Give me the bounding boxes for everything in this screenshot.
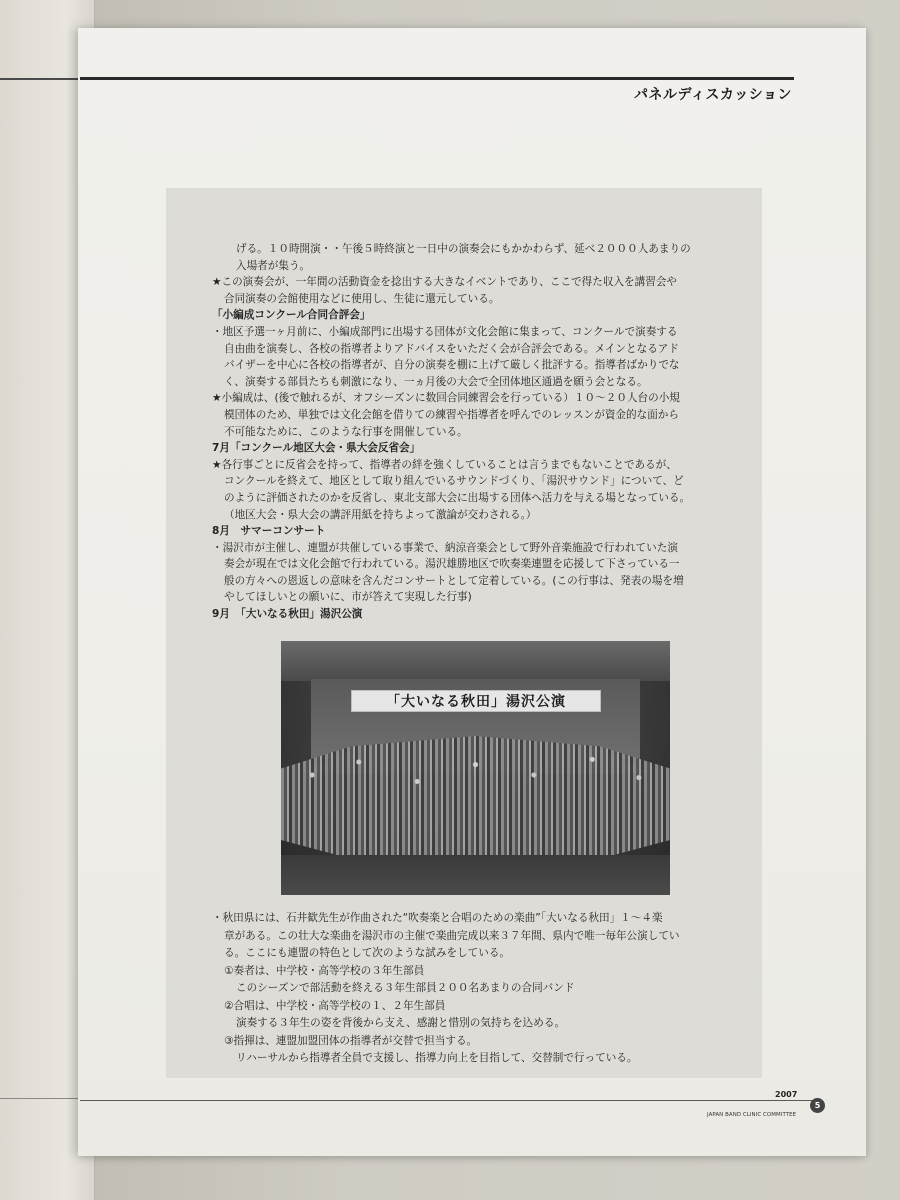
text-line: ・秋田県には、石井歓先生が作曲された“吹奏楽と合唱のための楽曲”「大いなる秋田」１～４楽	[212, 912, 663, 924]
photo-floor	[281, 855, 670, 895]
page-number: 5	[810, 1098, 825, 1113]
text-line: ★小編成は、(後で触れるが、オフシーズンに数回合同練習会を行っている）１０～２０人台の小規	[212, 392, 680, 405]
text-line: 演奏する３年生の姿を背後から支え、感謝と惜別の気持ちを込める。	[236, 1017, 566, 1029]
text-line: 自由曲を演奏し、各校の指導者よりアドバイスをいただく会が合評会である。メインとなるアド	[224, 342, 679, 355]
text-lines-lower	[212, 910, 752, 1068]
article-text-lower	[212, 910, 752, 1068]
text-line: 合同演奏の会館使用などに使用し、生徒に還元している。	[224, 292, 500, 305]
text-line: やしてほしいとの願いに、市が答えて実現した行事)	[224, 591, 472, 604]
footer-organization: JAPAN BAND CLINIC COMMITTEE	[707, 1112, 797, 1118]
photo-banner: 「大いなる秋田」湯沢公演	[351, 690, 601, 712]
text-line: ★この演奏会が、一年間の活動資金を捻出する大きなイベントであり、ここで得た収入を講習会や	[212, 276, 678, 289]
article-text-upper	[212, 241, 752, 623]
text-line: コンクールを終えて、地区として取り組んでいるサウンドづくり、「湯沢サウンド」について、ど	[224, 475, 684, 488]
photo-ceiling	[281, 641, 670, 681]
text-line: 8月 サマーコンサート	[212, 525, 326, 538]
section-title: パネルディスカッション	[634, 87, 792, 103]
text-line: 9月 「大いなる秋田」湯沢公演	[212, 608, 363, 621]
text-line: ②合唱は、中学校・高等学校の１、２年生部員	[224, 999, 446, 1012]
previous-page-footer-rule	[0, 1098, 86, 1099]
text-line: ・湯沢市が主催し、連盟が共催している事業で、納涼音楽会として野外音楽施設で行われていた演	[212, 541, 678, 554]
text-line: ★各行事ごとに反省会を持って、指導者の絆を強くしていることは言うまでもないことであるが、	[212, 458, 677, 471]
photo-band	[281, 736, 670, 866]
text-line: ・地区予選一ヶ月前に、小編成部門に出場する団体が文化会館に集まって、コンクールで演奏する	[212, 325, 678, 338]
text-line: 模団体のため、単独では文化会館を借りての練習や指導者を呼んでのレッスンが資金的な面から	[224, 408, 679, 421]
text-line: る。ここにも連盟の特色として次のような試みをしている。	[224, 947, 511, 959]
text-lines-upper	[212, 241, 752, 623]
footer-year: 2007	[775, 1090, 798, 1099]
text-line: 般の方々への恩返しの意味を含んだコンサートとして定着している。(この行事は、発表の場を増	[224, 574, 684, 587]
text-line: 不可能なために、このような行事を開催している。	[224, 425, 468, 438]
text-line: （地区大会・県大会の講評用紙を持ちよって激論が交わされる。）	[224, 508, 537, 521]
text-line: げる。１０時開演・・午後５時終演と一日中の演奏会にもかかわらず、延べ２０００人あまりの	[236, 243, 691, 255]
text-line: このシーズンで部活動を終える３年生部員２００名あまりの合同バンド	[236, 982, 575, 994]
text-line: 7月「コンクール地区大会・県大会反省会」	[212, 442, 421, 455]
header-rule	[80, 77, 794, 80]
text-line: ③指揮は、連盟加盟団体の指導者が交替で担当する。	[224, 1034, 478, 1047]
text-line: のように評価されたのかを反省し、東北支部大会に出場する団体へ活力を与える場となっている。	[224, 491, 691, 504]
text-line: バイザーを中心に各校の指導者が、自分の演奏を棚に上げて厳しく批評する。指導者ばかりでな	[224, 359, 680, 372]
text-line: く、演奏する部員たちも刺激になり、一ヵ月後の大会で全団体地区通過を願う会となる。	[224, 375, 648, 388]
text-line: 奏会が現在では文化会館で行われている。湯沢雄勝地区で吹奏楽連盟を応援して下さっている一	[224, 558, 680, 571]
text-line: 「小編成コンクール合同合評会」	[212, 309, 371, 322]
text-line: 章がある。この壮大な楽曲を湯沢市の主催で楽曲完成以来３７年間、県内で唯一毎年公演してい	[224, 929, 680, 942]
footer-rule	[80, 1100, 816, 1101]
text-line: 入場者が集う。	[236, 259, 311, 272]
concert-photo	[281, 641, 670, 895]
text-line: ①奏者は、中学校・高等学校の３年生部員	[224, 964, 425, 977]
text-line: リハーサルから指導者全員で支援し、指導力向上を目指して、交替制で行っている。	[236, 1052, 638, 1064]
previous-page-rule	[0, 78, 78, 80]
